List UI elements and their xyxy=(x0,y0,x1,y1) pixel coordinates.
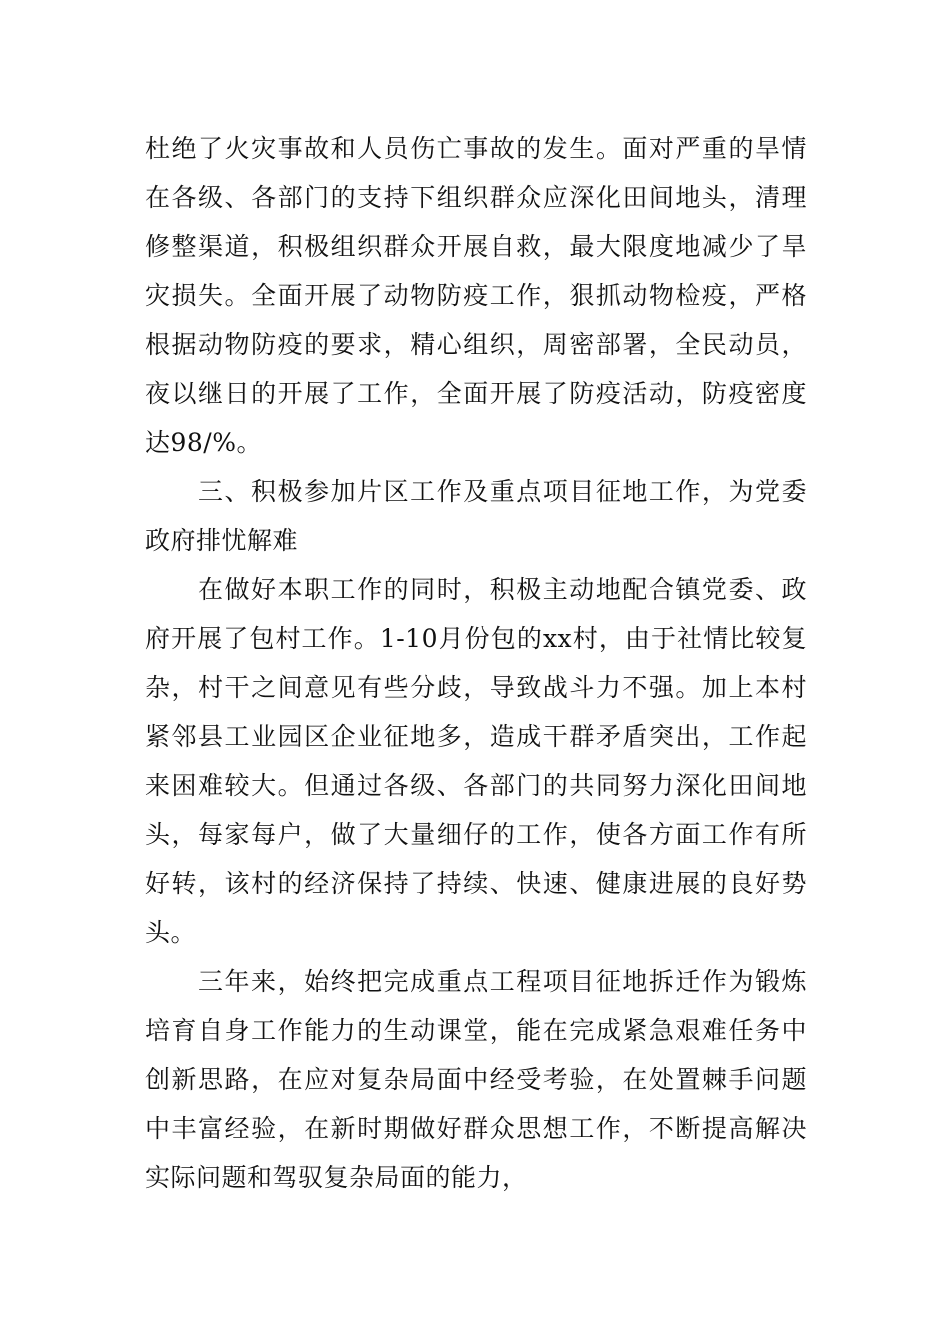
paragraph-village-work: 在做好本职工作的同时，积极主动地配合镇党委、政府开展了包村工作。1-10月份包的xx村，由于社情比较复杂，村干之间意见有些分歧，导致战斗力不强。加上本村紧邻县工业园区企业征地多，造成干群矛盾突出，工作起来困难较大。但通过各级、各部门的共同努力深化田间地头，每家每户，做了大量细仔的工作，使各方面工作有所好转，该村的经济保持了持续、快速、健康进展的良好势头。 xyxy=(145,575,807,947)
paragraph-continuation: 杜绝了火灾事故和人员伤亡事故的发生。面对严重的旱情在各级、各部门的支持下组织群众应深化田间地头，清理修整渠道，积极组织群众开展自救，最大限度地减少了旱灾损失。全面开展了动物防疫工作，狠抓动物检疫，严格根据动物防疫的要求，精心组织，周密部署，全民动员，夜以继日的开展了工作，全面开展了防疫活动，防疫密度达98/%。 xyxy=(145,134,807,457)
paragraph-three-years: 三年来，始终把完成重点工程项目征地拆迁作为锻炼培育自身工作能力的生动课堂，能在完成紧急艰难任务中创新思路，在应对复杂局面中经受考验，在处置棘手问题中丰富经验，在新时期做好群众思想工作，不断提高解决实际问题和驾驭复杂局面的能力， xyxy=(145,967,807,1192)
document-body xyxy=(145,124,807,1202)
section-heading: 三、积极参加片区工作及重点项目征地工作，为党委政府排忧解难 xyxy=(145,477,807,555)
